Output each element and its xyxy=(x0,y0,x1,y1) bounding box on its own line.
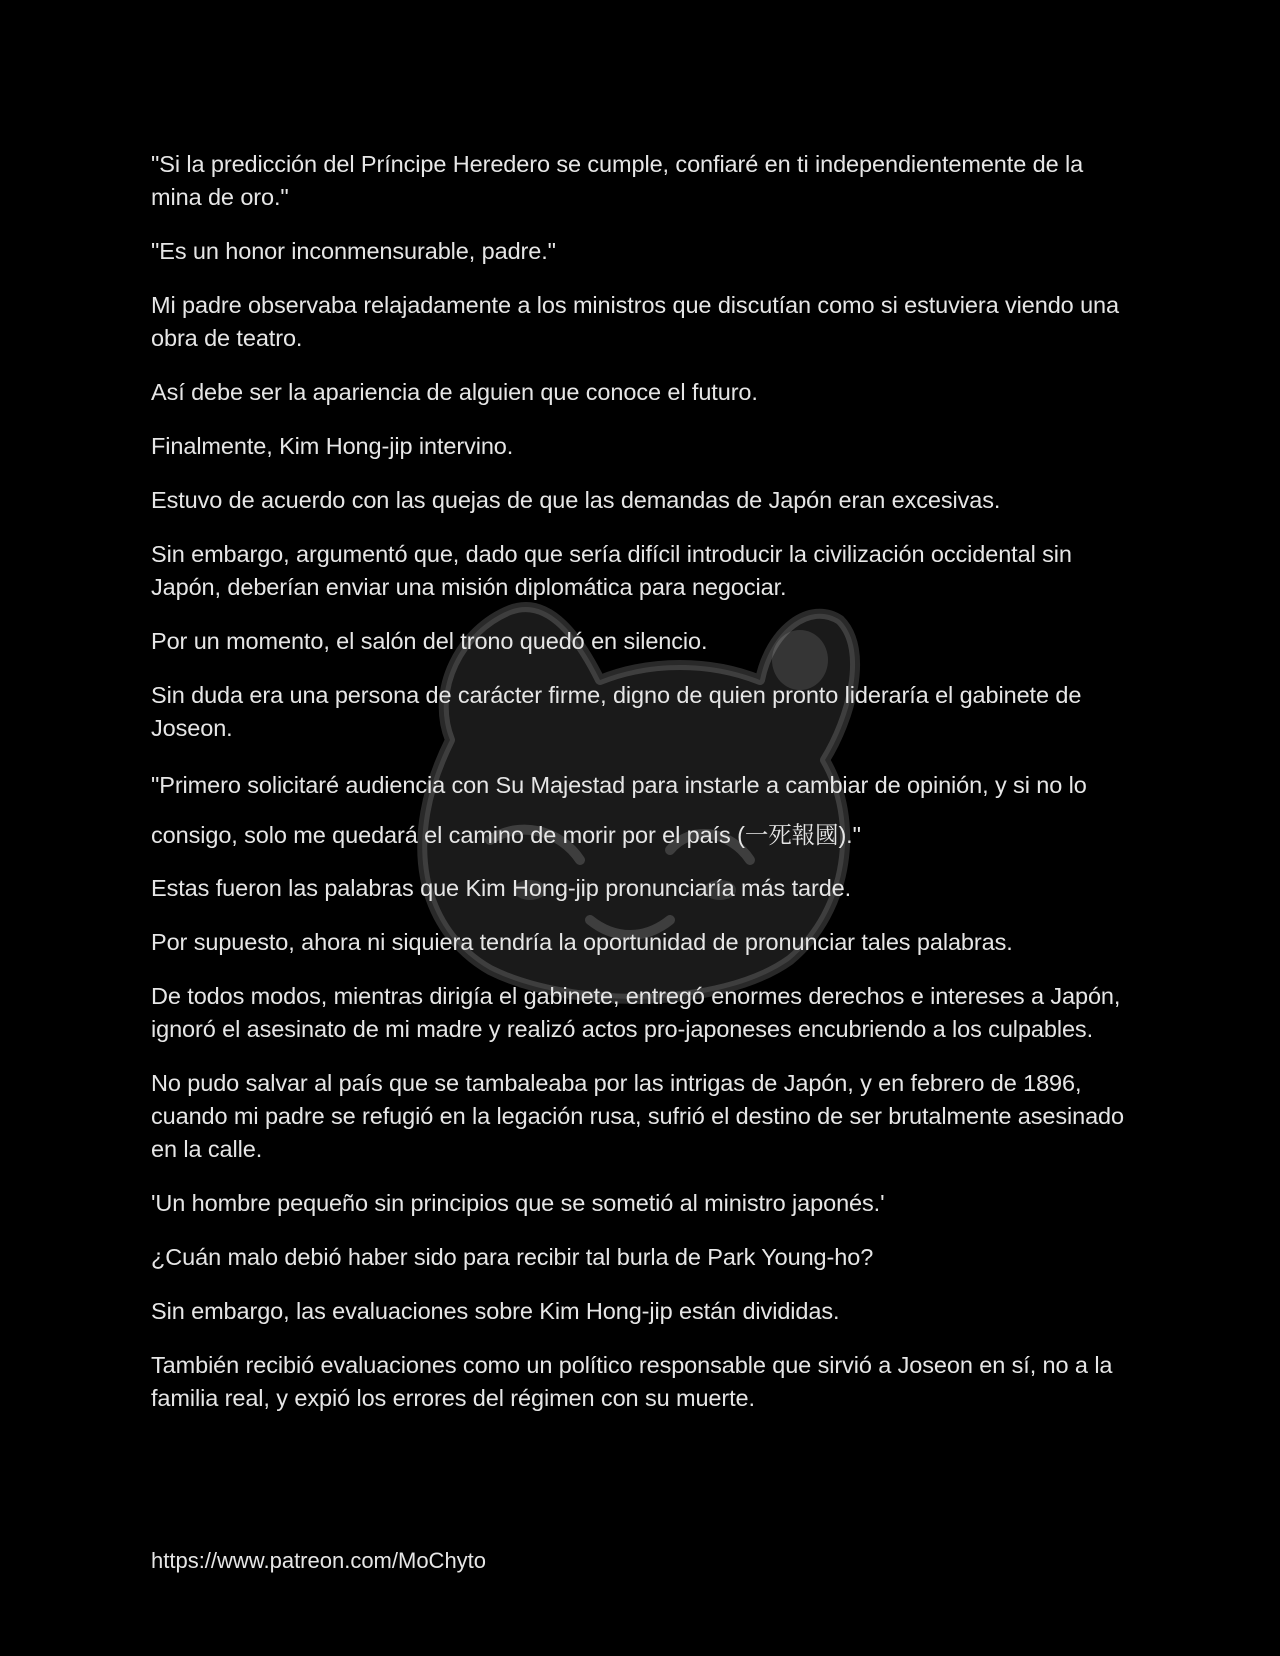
paragraph: Por supuesto, ahora ni siquiera tendría la oportunidad de pronunciar tales palabras. xyxy=(151,929,1013,955)
paragraph: Sin embargo, argumentó que, dado que sería difícil introducir la civilización occidental sin Japón, deberían enviar una misión diplomática para negociar. xyxy=(151,541,1072,600)
paragraph: Estas fueron las palabras que Kim Hong-jip pronunciaría más tarde. xyxy=(151,875,852,901)
paragraph: Sin embargo, las evaluaciones sobre Kim Hong-jip están divididas. xyxy=(151,1298,840,1324)
paragraph: Mi padre observaba relajadamente a los ministros que discutían como si estuviera viendo una obra de teatro. xyxy=(151,292,1119,351)
chapter-text xyxy=(151,148,1136,1436)
paragraph: Finalmente, Kim Hong-jip intervino. xyxy=(151,433,514,459)
paragraph: 'Un hombre pequeño sin principios que se sometió al ministro japonés.' xyxy=(151,1190,885,1216)
paragraph: "Si la predicción del Príncipe Heredero se cumple, confiaré en ti independientemente de la mina de oro." xyxy=(151,151,1084,210)
paragraph: "Es un honor inconmensurable, padre." xyxy=(151,238,556,264)
paragraph-quote: "Primero solicitaré audiencia con Su Majestad para instarle a cambiar de opinión, y si no lo consigo, solo me quedará el camino de morir por el país (一死報國)." xyxy=(151,772,1087,848)
paragraph: ¿Cuán malo debió haber sido para recibir tal burla de Park Young-ho? xyxy=(151,1244,874,1270)
patreon-link[interactable]: https://www.patreon.com/MoChyto xyxy=(151,1548,487,1573)
paragraph: Así debe ser la apariencia de alguien que conoce el futuro. xyxy=(151,379,758,405)
paragraph: No pudo salvar al país que se tambaleaba por las intrigas de Japón, y en febrero de 1896, cuando mi padre se refugió en la legación rusa, sufrió el destino de ser brutalmente asesinado en la calle. xyxy=(151,1070,1124,1162)
paragraph: De todos modos, mientras dirigía el gabinete, entregó enormes derechos e intereses a Japón, ignoró el asesinato de mi madre y realizó actos pro-japoneses encubriendo a los culpables. xyxy=(151,983,1121,1042)
paragraph: Por un momento, el salón del trono quedó en silencio. xyxy=(151,628,708,654)
paragraph: También recibió evaluaciones como un político responsable que sirvió a Joseon en sí, no a la familia real, y expió los errores del régimen con su muerte. xyxy=(151,1352,1113,1411)
paragraph: Estuvo de acuerdo con las quejas de que las demandas de Japón eran excesivas. xyxy=(151,487,1001,513)
paragraph: Sin duda era una persona de carácter firme, digno de quien pronto lideraría el gabinete de Joseon. xyxy=(151,682,1082,741)
